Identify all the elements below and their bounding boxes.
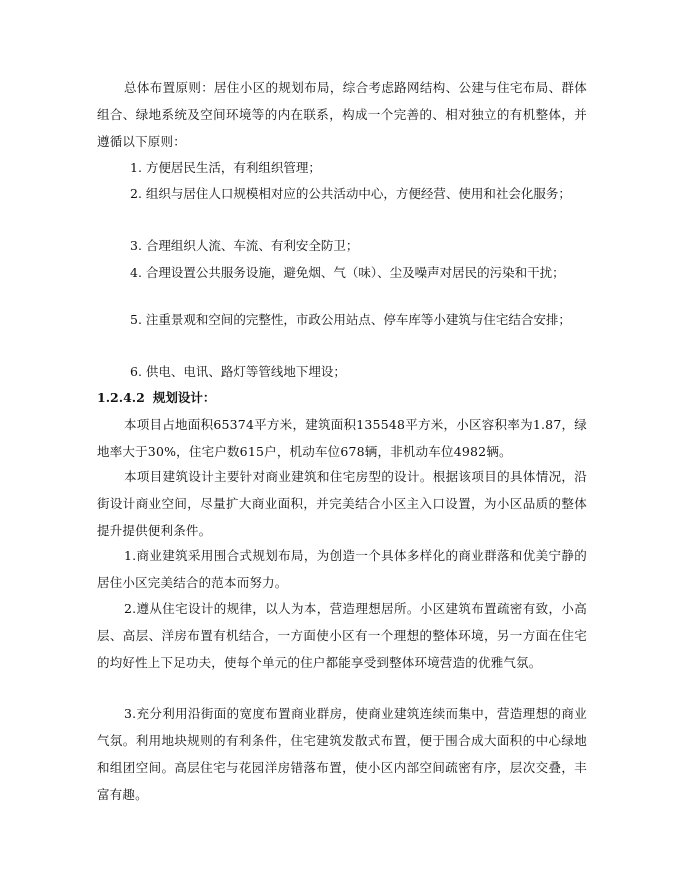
principle-item: 3. 合理组织人流、车流、有利安全防卫； [130,238,359,253]
principle-item: 2. 组织与居住人口规模相对应的公共活动中心，方便经营、使用和社会化服务； [130,186,571,201]
body-paragraph: 本项目占地面积65374平方米，建筑面积135548平方米，小区容积率为1.87，绿地率大于30%，住宅户数615户，机动车位678辆，非机动车位4982辆。 [97,417,587,459]
principle-item: 5. 注重景观和空间的完整性，市政公用站点、停车库等小建筑与住宅结合安排； [130,312,571,327]
principle-item: 6. 供电、电讯、路灯等管线地下埋设； [130,364,346,379]
body-paragraph: 本项目建筑设计主要针对商业建筑和住宅房型的设计。根据该项目的具体情况，沿街设计商业空间，尽量扩大商业面积，并完美结合小区主入口设置，为小区品质的整体提升提供便利条件。 [97,469,587,538]
section-heading [97,384,215,411]
section-title: 规划设计： [152,390,216,405]
principle-item: 4. 合理设置公共服务设施，避免烟、气（味）、尘及噪声对居民的污染和干扰； [130,265,565,280]
body-paragraph: 2.遵从住宅设计的规律，以人为本，营造理想居所。小区建筑布置疏密有致，小高层、高层、洋房布置有机结合，一方面使小区有一个理想的整体环境，另一方面在住宅的均好性上下足功夫，使每个单元的住户都能享受到整体环境营造的优雅气氛。 [97,601,587,670]
principle-item: 1. 方便居民生活，有利组织管理； [130,160,321,175]
body-paragraph: 3.充分利用沿街面的宽度布置商业群房，使商业建筑连续而集中，营造理想的商业气氛。利用地块规则的有利条件，住宅建筑发散式布置，便于围合成大面积的中心绿地和组团空间。高层住宅与花园洋房错落布置，使小区内部空间疏密有序，层次交叠，丰富有趣。 [97,706,587,802]
section-number: 1.2.4.2 [97,390,145,405]
intro-paragraph: 总体布置原则：居住小区的规划布局，综合考虑路网结构、公建与住宅布局、群体组合、绿地系统及空间环境等的内在联系，构成一个完善的、相对独立的有机整体，并遵循以下原则： [97,80,587,149]
body-paragraph: 1.商业建筑采用围合式规划布局，为创造一个具体多样化的商业群落和优美宁静的居住小区完美结合的范本而努力。 [97,548,587,590]
